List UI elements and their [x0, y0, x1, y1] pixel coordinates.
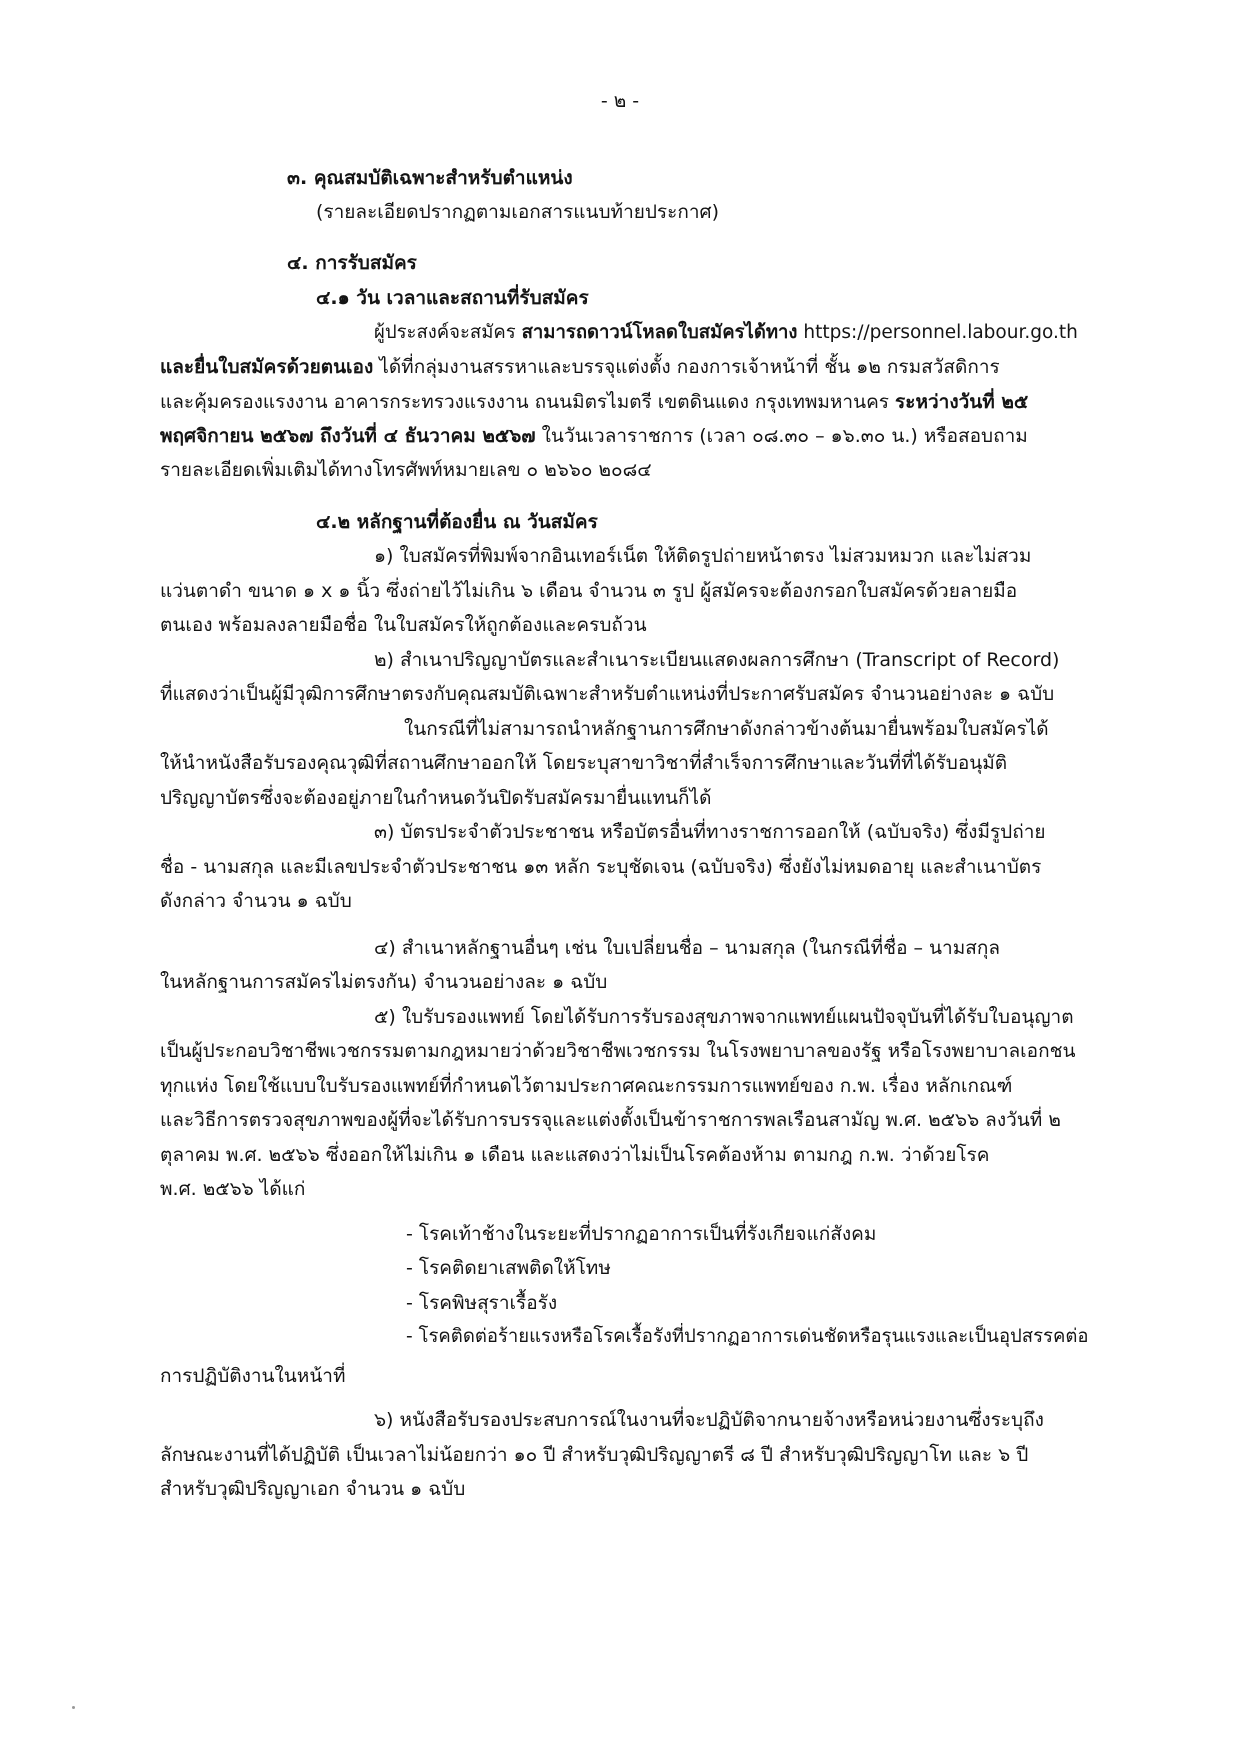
item-3-line: ๓) บัตรประจำตัวประชาชน หรือบัตรอื่นที่ทางราชการออกให้ (ฉบับจริง) ซึ่งมีรูปถ่าย	[374, 821, 1046, 843]
paragraph-line: และคุ้มครองแรงงาน อาคารกระทรวงแรงงาน ถนนมิตรไมตรี เขตดินแดง กรุงเทพมหานคร ระหว่างวันที่ ๒๕	[160, 391, 1029, 413]
item-2-line: ในกรณีที่ไม่สามารถนำหลักฐานการศึกษาดังกล่าวข้างต้นมายื่นพร้อมใบสมัครได้	[404, 718, 1049, 740]
application-url[interactable]: https://personnel.labour.go.th	[797, 322, 1078, 343]
item-5-line: ทุกแห่ง โดยใช้แบบใบรับรองแพทย์ที่กำหนดไว้ตามประกาศคณะกรรมการแพทย์ของ ก.พ. เรื่อง หลักเกณฑ์	[160, 1075, 1013, 1097]
item-3-line: ดังกล่าว จำนวน ๑ ฉบับ	[160, 890, 352, 912]
item-2-line: ปริญญาบัตรซึ่งจะต้องอยู่ภายในกำหนดวันปิดรับสมัครมายื่นแทนก็ได้	[160, 787, 712, 809]
item-1-line: แว่นตาดำ ขนาด ๑ x ๑ นิ้ว ซึ่งถ่ายไว้ไม่เกิน ๖ เดือน จำนวน ๓ รูป ผู้สมัครจะต้องกรอกใบสมัครด้วยลายมือ	[160, 580, 1018, 602]
item-5-line: และวิธีการตรวจสุขภาพของผู้ที่จะได้รับการบรรจุและแต่งตั้งเป็นข้าราชการพลเรือนสามัญ พ.ศ. ๒๕๖๖ ลงวันที่ ๒	[160, 1109, 1061, 1131]
disease-list-continuation: การปฏิบัติงานในหน้าที่	[160, 1365, 346, 1387]
section-3-note: (รายละเอียดปรากฏตามเอกสารแนบท้ายประกาศ)	[316, 201, 719, 223]
disease-list-item: - โรคติดต่อร้ายแรงหรือโรคเรื้อรังที่ปรากฏอาการเด่นชัดหรือรุนแรงและเป็นอุปสรรคต่อ	[406, 1326, 1089, 1347]
item-6-line: ลักษณะงานที่ได้ปฏิบัติ เป็นเวลาไม่น้อยกว่า ๑๐ ปี สำหรับวุฒิปริญญาตรี ๘ ปี สำหรับวุฒิปริญญาโท และ ๖ ปี	[160, 1444, 1029, 1466]
section-4-2-heading: ๔.๒ หลักฐานที่ต้องยื่น ณ วันสมัคร	[316, 511, 598, 533]
item-2-line: ๒) สำเนาปริญญาบัตรและสำเนาระเบียนแสดงผลการศึกษา (Transcript of Record)	[374, 649, 1060, 671]
disease-list-item: - โรคพิษสุราเรื้อรัง	[406, 1292, 558, 1314]
paragraph-line: ผู้ประสงค์จะสมัคร สามารถดาวน์โหลดใบสมัครได้ทาง https://personnel.labour.go.th	[374, 322, 1078, 343]
item-6-line: สำหรับวุฒิปริญญาเอก จำนวน ๑ ฉบับ	[160, 1478, 466, 1500]
item-1-line: ๑) ใบสมัครที่พิมพ์จากอินเทอร์เน็ต ให้ติดรูปถ่ายหน้าตรง ไม่สวมหมวก และไม่สวม	[374, 545, 1032, 567]
scan-speck	[72, 1706, 75, 1709]
item-5-line: ๕) ใบรับรองแพทย์ โดยได้รับการรับรองสุขภาพจากแพทย์แผนปัจจุบันที่ได้รับใบอนุญาต	[374, 1006, 1074, 1028]
paragraph-line: พฤศจิกายน ๒๕๖๗ ถึงวันที่ ๔ ธันวาคม ๒๕๖๗ ในวันเวลาราชการ (เวลา ๐๘.๓๐ – ๑๖.๓๐ น.) หรือสอบถาม	[160, 425, 1028, 447]
item-1-line: ตนเอง พร้อมลงลายมือชื่อ ในใบสมัครให้ถูกต้องและครบถ้วน	[160, 614, 647, 636]
paragraph-line: และยื่นใบสมัครด้วยตนเอง ได้ที่กลุ่มงานสรรหาและบรรจุแต่งตั้ง กองการเจ้าหน้าที่ ชั้น ๑๒ กรมสวัสดิการ	[160, 356, 1000, 378]
item-4-line: ๔) สำเนาหลักฐานอื่นๆ เช่น ใบเปลี่ยนชื่อ – นามสกุล (ในกรณีที่ชื่อ – นามสกุล	[374, 937, 1000, 959]
paragraph-line: รายละเอียดเพิ่มเติมได้ทางโทรศัพท์หมายเลข ๐ ๒๖๖๐ ๒๐๘๔	[160, 459, 652, 481]
item-2-line: ให้นำหนังสือรับรองคุณวุฒิที่สถานศึกษาออกให้ โดยระบุสาขาวิชาที่สำเร็จการศึกษาและวันที่ที่ได้รับอนุมัติ	[160, 752, 1008, 774]
item-5-line: เป็นผู้ประกอบวิชาชีพเวชกรรมตามกฎหมายว่าด้วยวิชาชีพเวชกรรม ในโรงพยาบาลของรัฐ หรือโรงพยาบาลเอกชน	[160, 1040, 1076, 1062]
item-6-line: ๖) หนังสือรับรองประสบการณ์ในงานที่จะปฏิบัติจากนายจ้างหรือหน่วยงานซึ่งระบุถึง	[374, 1409, 1044, 1431]
section-4-heading: ๔. การรับสมัคร	[287, 252, 417, 274]
page-number: - ๒ -	[600, 90, 640, 112]
disease-list-item: - โรคติดยาเสพติดให้โทษ	[406, 1257, 611, 1279]
item-5-line: พ.ศ. ๒๕๖๖ ได้แก่	[160, 1178, 306, 1200]
item-2-line: ที่แสดงว่าเป็นผู้มีวุฒิการศึกษาตรงกับคุณสมบัติเฉพาะสำหรับตำแหน่งที่ประกาศรับสมัคร จำนวนอย่างละ ๑ ฉบับ	[160, 683, 1055, 705]
item-3-line: ชื่อ - นามสกุล และมีเลขประจำตัวประชาชน ๑๓ หลัก ระบุชัดเจน (ฉบับจริง) ซึ่งยังไม่หมดอายุ และสำเนาบัตร	[160, 856, 1042, 878]
disease-list-item: - โรคเท้าช้างในระยะที่ปรากฏอาการเป็นที่รังเกียจแก่สังคม	[406, 1223, 877, 1245]
item-5-line: ตุลาคม พ.ศ. ๒๕๖๖ ซึ่งออกให้ไม่เกิน ๑ เดือน และแสดงว่าไม่เป็นโรคต้องห้าม ตามกฎ ก.พ. ว่าด้วยโรค	[160, 1144, 990, 1166]
item-4-line: ในหลักฐานการสมัครไม่ตรงกัน) จำนวนอย่างละ ๑ ฉบับ	[160, 971, 608, 993]
section-3-heading: ๓. คุณสมบัติเฉพาะสำหรับตำแหน่ง	[287, 167, 573, 189]
section-4-1-heading: ๔.๑ วัน เวลาและสถานที่รับสมัคร	[316, 287, 589, 309]
